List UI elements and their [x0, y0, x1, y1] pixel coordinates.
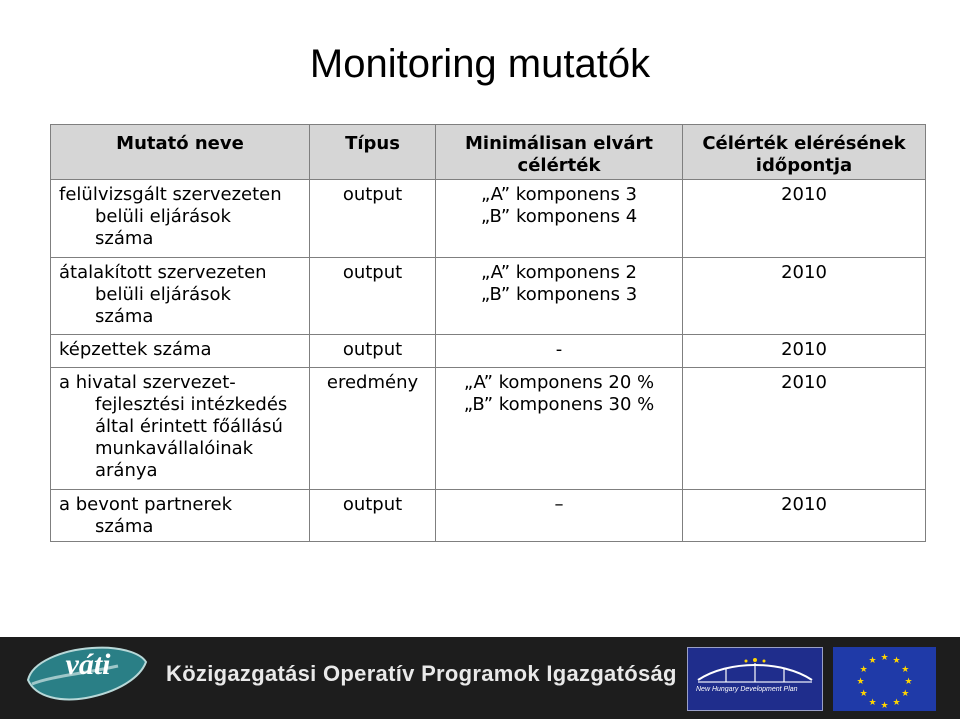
- type-cell: output: [310, 258, 436, 335]
- min-target-cell: –: [436, 490, 683, 542]
- header-target-date: [683, 125, 926, 180]
- header-year-line1: Célérték elérésének: [702, 133, 906, 154]
- indicator-name-cell: [51, 368, 310, 490]
- indicator-name-line: aránya: [95, 460, 158, 481]
- indicator-name-cell: [51, 180, 310, 258]
- table-row: [51, 180, 926, 258]
- min-target-cell: [436, 180, 683, 258]
- type-cell: eredmény: [310, 368, 436, 490]
- indicator-name-line: fejlesztési intézkedés: [95, 394, 288, 415]
- svg-text:★: ★: [868, 656, 877, 667]
- indicator-name-line: a hivatal szervezet-: [59, 372, 236, 393]
- indicator-name-line: belüli eljárások: [95, 284, 231, 305]
- vati-logo: [22, 622, 154, 712]
- indicator-name-line: száma: [95, 228, 154, 249]
- indicator-name-line: által érintett főállású: [95, 416, 283, 437]
- min-target-line: „B” komponens 3: [480, 284, 638, 305]
- nhdp-bridge-icon: [688, 652, 822, 688]
- svg-text:★: ★: [892, 697, 901, 708]
- target-year-cell: 2010: [683, 258, 926, 335]
- min-target-cell: [436, 368, 683, 490]
- table-header-row: [51, 125, 926, 180]
- type-cell: output: [310, 490, 436, 542]
- indicator-name-cell: [51, 490, 310, 542]
- vati-logo-text: váti: [65, 648, 111, 681]
- header-type: Típus: [310, 125, 436, 180]
- target-year-cell: 2010: [683, 335, 926, 368]
- indicator-name-cell: [51, 258, 310, 335]
- min-target-line: „B” komponens 30 %: [463, 394, 655, 415]
- indicator-table: [50, 124, 926, 542]
- header-year-line2: időpontja: [755, 155, 853, 176]
- svg-text:★: ★: [904, 677, 913, 687]
- header-indicator-name: Mutató neve: [51, 125, 310, 180]
- svg-text:★: ★: [880, 653, 889, 663]
- indicator-name-line: felülvizsgált szervezeten: [59, 184, 282, 205]
- new-hungary-development-plan-logo: [687, 647, 823, 711]
- svg-text:★: ★: [901, 665, 910, 675]
- min-target-line: „A” komponens 3: [480, 184, 637, 205]
- indicator-name-line: átalakított szervezeten: [59, 262, 267, 283]
- svg-text:★: ★: [901, 689, 910, 699]
- footer-org-name: Közigazgatási Operatív Programok Igazgatóság: [166, 661, 677, 686]
- min-target-cell: -: [436, 335, 683, 368]
- eu-stars-icon: [833, 647, 936, 711]
- header-min-line1: Minimálisan elvárt: [465, 133, 653, 154]
- indicator-name-line: száma: [95, 516, 154, 537]
- min-target-line: „B” komponens 4: [480, 206, 638, 227]
- target-year-cell: 2010: [683, 180, 926, 258]
- min-target-line: „A” komponens 20 %: [463, 372, 655, 393]
- type-cell: output: [310, 335, 436, 368]
- svg-text:★: ★: [892, 656, 901, 667]
- target-year-cell: 2010: [683, 490, 926, 542]
- nhdp-text: New Hungary Development Plan: [696, 686, 798, 693]
- indicator-name-line: munkavállalóinak: [95, 438, 254, 459]
- min-target-cell: [436, 258, 683, 335]
- min-target-line: „A” komponens 2: [480, 262, 637, 283]
- table-row: [51, 335, 926, 368]
- indicator-name-cell: képzettek száma: [51, 335, 310, 368]
- svg-text:★: ★: [856, 677, 865, 687]
- slide-title: Monitoring mutatók: [309, 42, 651, 86]
- svg-text:★: ★: [859, 689, 868, 699]
- svg-text:★: ★: [868, 697, 877, 708]
- indicator-name-line: belüli eljárások: [95, 206, 231, 227]
- table-row: [51, 368, 926, 490]
- indicator-name-line: száma: [95, 306, 154, 327]
- table-row: [51, 258, 926, 335]
- table-row: [51, 490, 926, 542]
- header-min-target: [436, 125, 683, 180]
- svg-text:★: ★: [880, 701, 889, 711]
- eu-flag-icon: [833, 647, 936, 711]
- target-year-cell: 2010: [683, 368, 926, 490]
- indicator-name-line: a bevont partnerek: [59, 494, 233, 515]
- header-min-line2: célérték: [517, 155, 601, 176]
- type-cell: output: [310, 180, 436, 258]
- svg-text:★: ★: [859, 665, 868, 675]
